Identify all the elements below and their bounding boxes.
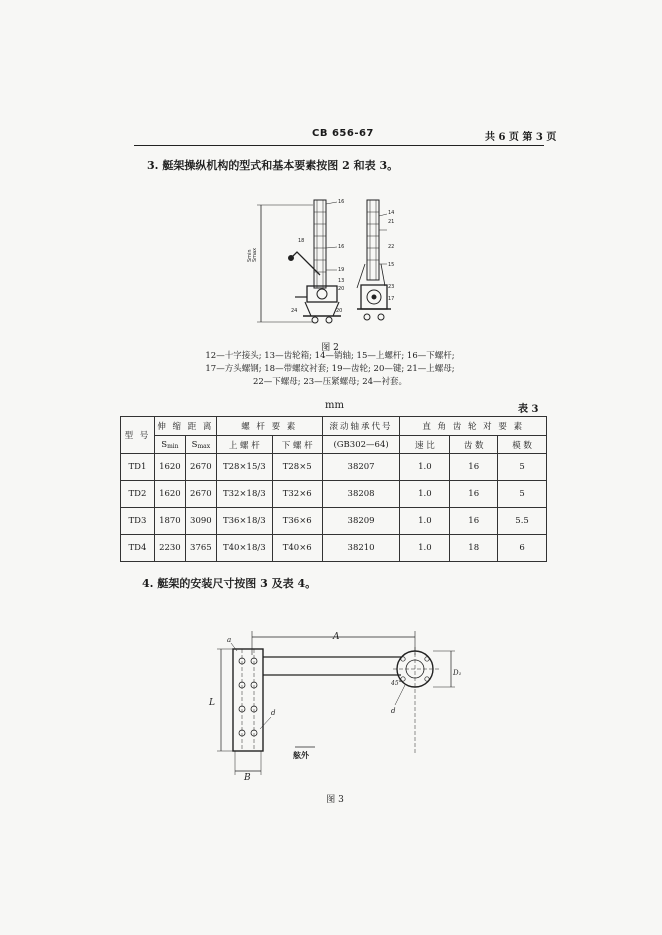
table-row <box>121 454 547 481</box>
cell-smin: 2230 <box>154 535 185 562</box>
label-a: a <box>227 636 232 644</box>
label-A: A <box>333 632 340 642</box>
callout-20: 20 <box>338 286 345 292</box>
table-row <box>121 535 547 562</box>
callout-17: 17 <box>388 296 395 302</box>
label-outboard: 舷外 <box>293 751 309 760</box>
table-3 <box>120 416 547 562</box>
col-gear: 直 角 齿 轮 对 要 素 <box>400 417 547 436</box>
callout-16: 16 <box>338 244 345 250</box>
col-smax: Smax <box>185 436 216 454</box>
table-row <box>121 508 547 535</box>
legend-line-3: 22—下螺母; 23—压紧螺母; 24—衬套。 <box>252 377 408 387</box>
col-bearing-std: (GB302—64) <box>322 436 400 454</box>
col-bearing: 滚动轴承代号 <box>322 417 400 436</box>
col-model: 型 号 <box>121 417 155 454</box>
cell-teeth: 16 <box>450 508 498 535</box>
cell-ratio: 1.0 <box>400 481 450 508</box>
cell-ratio: 1.0 <box>400 454 450 481</box>
cell-model: TD2 <box>121 481 155 508</box>
col-upper-screw: 上 螺 杆 <box>216 436 272 454</box>
label-45deg: 45° <box>391 680 402 687</box>
smax-label: Smax <box>252 247 258 262</box>
cell-lower: T28×5 <box>272 454 322 481</box>
table-row <box>121 481 547 508</box>
cell-teeth: 16 <box>450 454 498 481</box>
cell-model: TD1 <box>121 454 155 481</box>
callout-24: 24 <box>291 308 298 314</box>
label-L: L <box>209 698 215 708</box>
col-extension: 伸 缩 距 离 <box>154 417 216 436</box>
cell-smax: 3090 <box>185 508 216 535</box>
cell-bearing: 38208 <box>322 481 400 508</box>
cell-module: 6 <box>498 535 547 562</box>
cell-model: TD3 <box>121 508 155 535</box>
callout-16-upper: 16 <box>338 199 345 205</box>
callout-23: 23 <box>388 284 395 290</box>
callout-19: 19 <box>338 267 345 273</box>
col-ratio: 速 比 <box>400 436 450 454</box>
cell-upper: T32×18/3 <box>216 481 272 508</box>
cell-lower: T36×6 <box>272 508 322 535</box>
figure-2-legend <box>180 350 480 389</box>
callout-22: 22 <box>388 244 395 250</box>
col-module: 模 数 <box>498 436 547 454</box>
cell-module: 5 <box>498 454 547 481</box>
col-teeth: 齿 数 <box>450 436 498 454</box>
cell-smax: 3765 <box>185 535 216 562</box>
cell-module: 5.5 <box>498 508 547 535</box>
cell-upper: T28×15/3 <box>216 454 272 481</box>
callout-18: 18 <box>298 238 305 244</box>
figure-3-caption: 图 3 <box>326 795 344 805</box>
callout-13: 13 <box>338 278 345 284</box>
cell-bearing: 38209 <box>322 508 400 535</box>
col-lower-screw: 下 螺 杆 <box>272 436 322 454</box>
cell-smin: 1620 <box>154 454 185 481</box>
figure-2-caption: 图 2 <box>321 343 339 353</box>
callout-20-base: 20 <box>336 308 343 314</box>
legend-line-1: 12—十字接头; 13—齿轮箱; 14—销轴; 15—上螺杆; 16—下螺杆; <box>205 351 455 361</box>
cell-ratio: 1.0 <box>400 535 450 562</box>
smin-label: Smin <box>247 249 253 262</box>
col-smin: Smin <box>154 436 185 454</box>
callout-15: 15 <box>388 262 395 268</box>
cell-teeth: 16 <box>450 481 498 508</box>
label-B: B <box>244 773 251 783</box>
figure-3-drawing <box>195 625 475 785</box>
label-d-right: d <box>391 707 396 715</box>
cell-upper: T40×18/3 <box>216 535 272 562</box>
table-unit: mm <box>325 400 344 411</box>
figure-2-drawing <box>225 190 425 340</box>
label-d-left: d <box>271 709 276 717</box>
document-code: CB 656-67 <box>312 128 374 139</box>
cell-bearing: 38210 <box>322 535 400 562</box>
col-screw: 螺 杆 要 素 <box>216 417 322 436</box>
cell-lower: T40×6 <box>272 535 322 562</box>
section-4-text: 4. 艇架的安装尺寸按图 3 及表 4。 <box>142 577 317 590</box>
cell-bearing: 38207 <box>322 454 400 481</box>
cell-smax: 2670 <box>185 454 216 481</box>
section-3-text: 3. 艇架操纵机构的型式和基本要素按图 2 和表 3。 <box>147 159 399 172</box>
table-3-label: 表 3 <box>518 404 539 415</box>
cell-module: 5 <box>498 481 547 508</box>
header-rule <box>134 145 544 146</box>
callout-21: 21 <box>388 219 395 225</box>
legend-line-2: 17—方头螺钢; 18—带螺纹衬套; 19—齿轮; 20—键; 21—上螺母; <box>205 364 455 374</box>
cell-upper: T36×18/3 <box>216 508 272 535</box>
page-indicator: 共 6 页 第 3 页 <box>485 132 557 143</box>
cell-model: TD4 <box>121 535 155 562</box>
callout-14: 14 <box>388 210 395 216</box>
cell-smax: 2670 <box>185 481 216 508</box>
cell-lower: T32×6 <box>272 481 322 508</box>
cell-smin: 1620 <box>154 481 185 508</box>
cell-ratio: 1.0 <box>400 508 450 535</box>
label-D1: D₁ <box>453 669 462 677</box>
cell-teeth: 18 <box>450 535 498 562</box>
cell-smin: 1870 <box>154 508 185 535</box>
